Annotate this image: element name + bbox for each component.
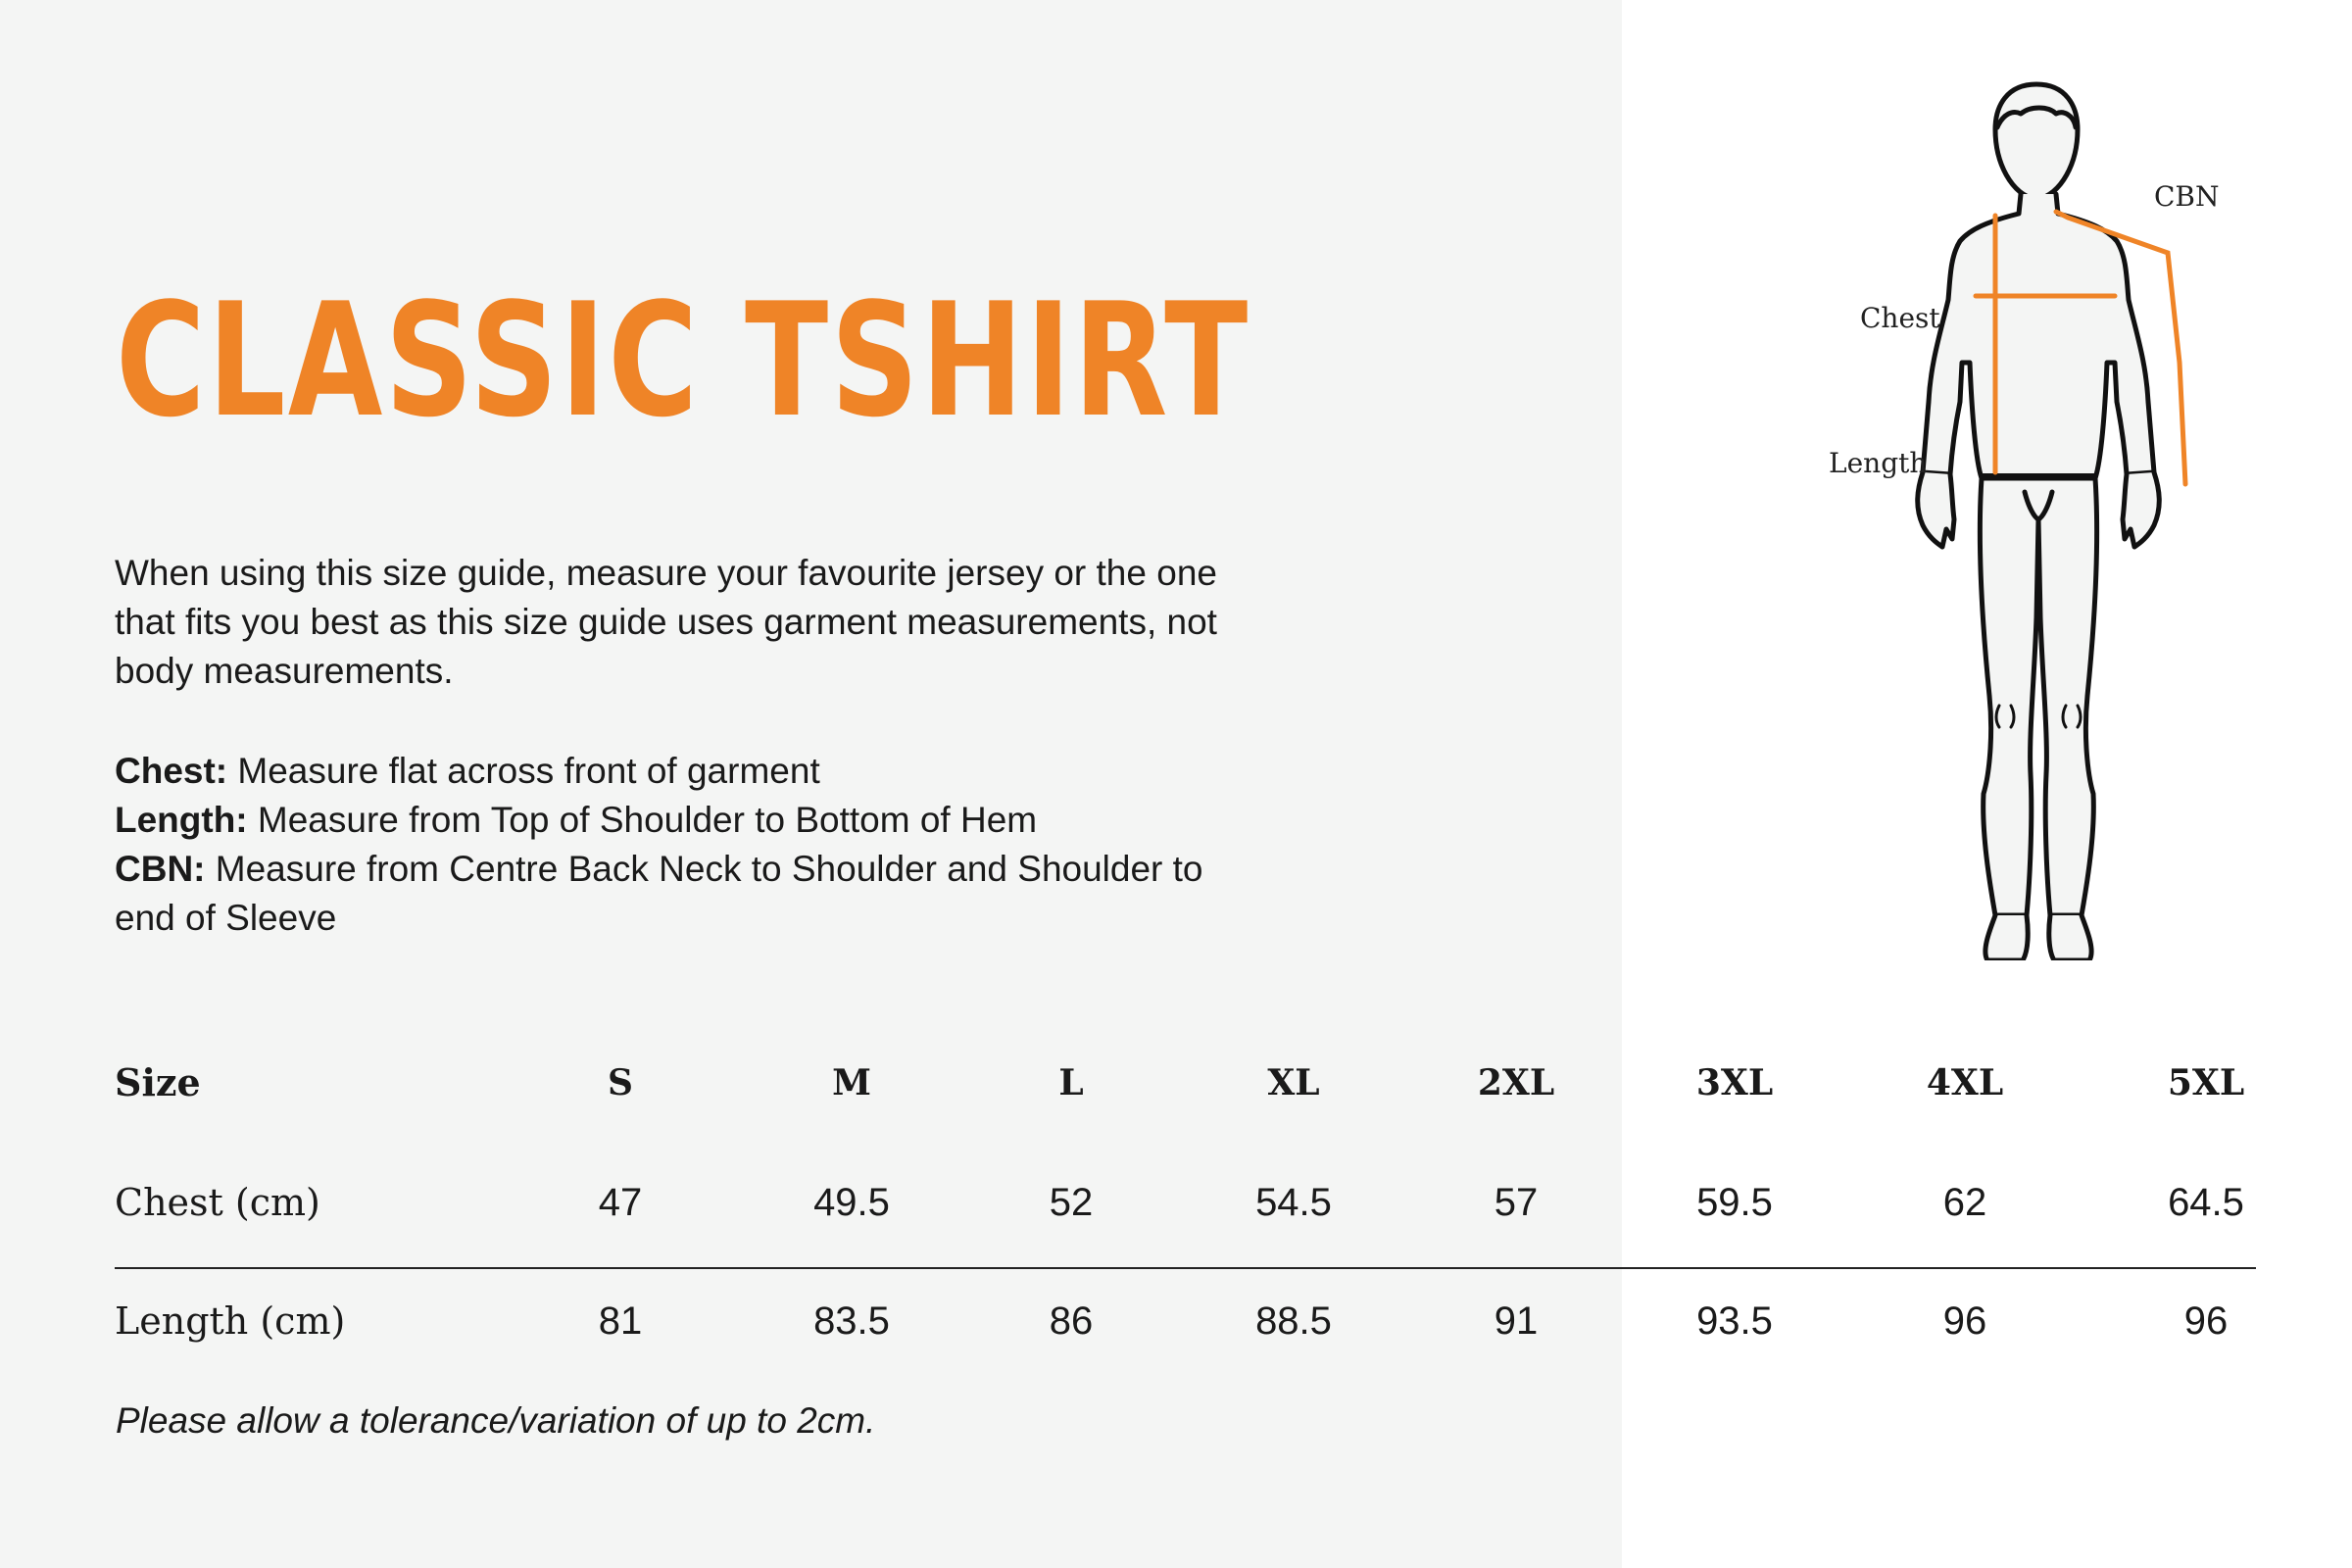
table-cell: 49.5 (813, 1181, 890, 1224)
size-header-2xl: 2XL (1477, 1062, 1555, 1103)
table-cell: 81 (598, 1299, 643, 1343)
size-header-3xl: 3XL (1695, 1062, 1774, 1103)
table-row-chest (115, 1173, 2271, 1232)
size-header-label: Size (115, 1060, 201, 1104)
table-cell: 47 (598, 1181, 643, 1224)
definition-text: Measure from Top of Shoulder to Bottom of Hem (247, 800, 1038, 840)
table-cell: 91 (1494, 1299, 1539, 1343)
definition-text: Measure from Centre Back Neck to Shoulder and Shoulder to end of Sleeve (115, 849, 1203, 938)
table-cell: 86 (1049, 1299, 1094, 1343)
table-cell: 83.5 (813, 1299, 890, 1343)
size-table-header (115, 1054, 2271, 1112)
table-cell: 96 (2183, 1299, 2229, 1343)
size-header-s: S (608, 1062, 633, 1103)
definition-term: Length: (115, 800, 248, 840)
table-cell: 96 (1942, 1299, 1987, 1343)
table-row-length (115, 1292, 2271, 1350)
size-header-5xl: 5XL (2167, 1062, 2245, 1103)
size-header-4xl: 4XL (1926, 1062, 2004, 1103)
page-title: CLASSIC TSHIRT (116, 269, 1250, 452)
table-cell: 57 (1494, 1181, 1539, 1224)
size-header-l: L (1058, 1062, 1084, 1103)
table-divider (115, 1267, 2256, 1269)
size-header-m: M (832, 1062, 871, 1103)
table-cell: 54.5 (1255, 1181, 1332, 1224)
intro-paragraph: When using this size guide, measure your favourite jersey or the one that fits you best as this size guide uses garment measurements, not body measurements. (115, 553, 1217, 691)
body-measurement-diagram (1803, 69, 2274, 960)
table-cell: 64.5 (2168, 1181, 2244, 1224)
table-cell: 88.5 (1255, 1299, 1332, 1343)
table-cell: 59.5 (1696, 1181, 1773, 1224)
definition-chest (115, 747, 1242, 796)
table-cell: 52 (1049, 1181, 1094, 1224)
table-cell: 62 (1942, 1181, 1987, 1224)
table-cell: 93.5 (1696, 1299, 1773, 1343)
tolerance-note: Please allow a tolerance/variation of up to 2cm. (116, 1400, 876, 1441)
definition-text: Measure flat across front of garment (227, 751, 820, 791)
diagram-label-length: Length (1829, 447, 1928, 479)
measurement-definitions (115, 747, 1242, 943)
diagram-label-cbn: CBN (2154, 180, 2220, 213)
row-label-chest: Chest (cm) (115, 1181, 320, 1224)
diagram-label-chest: Chest (1860, 302, 1940, 334)
definition-term: CBN: (115, 849, 206, 889)
definition-length (115, 796, 1242, 845)
size-header-xl: XL (1267, 1062, 1320, 1103)
definition-term: Chest: (115, 751, 228, 791)
row-label-length: Length (cm) (115, 1299, 346, 1343)
definition-cbn (115, 845, 1242, 943)
